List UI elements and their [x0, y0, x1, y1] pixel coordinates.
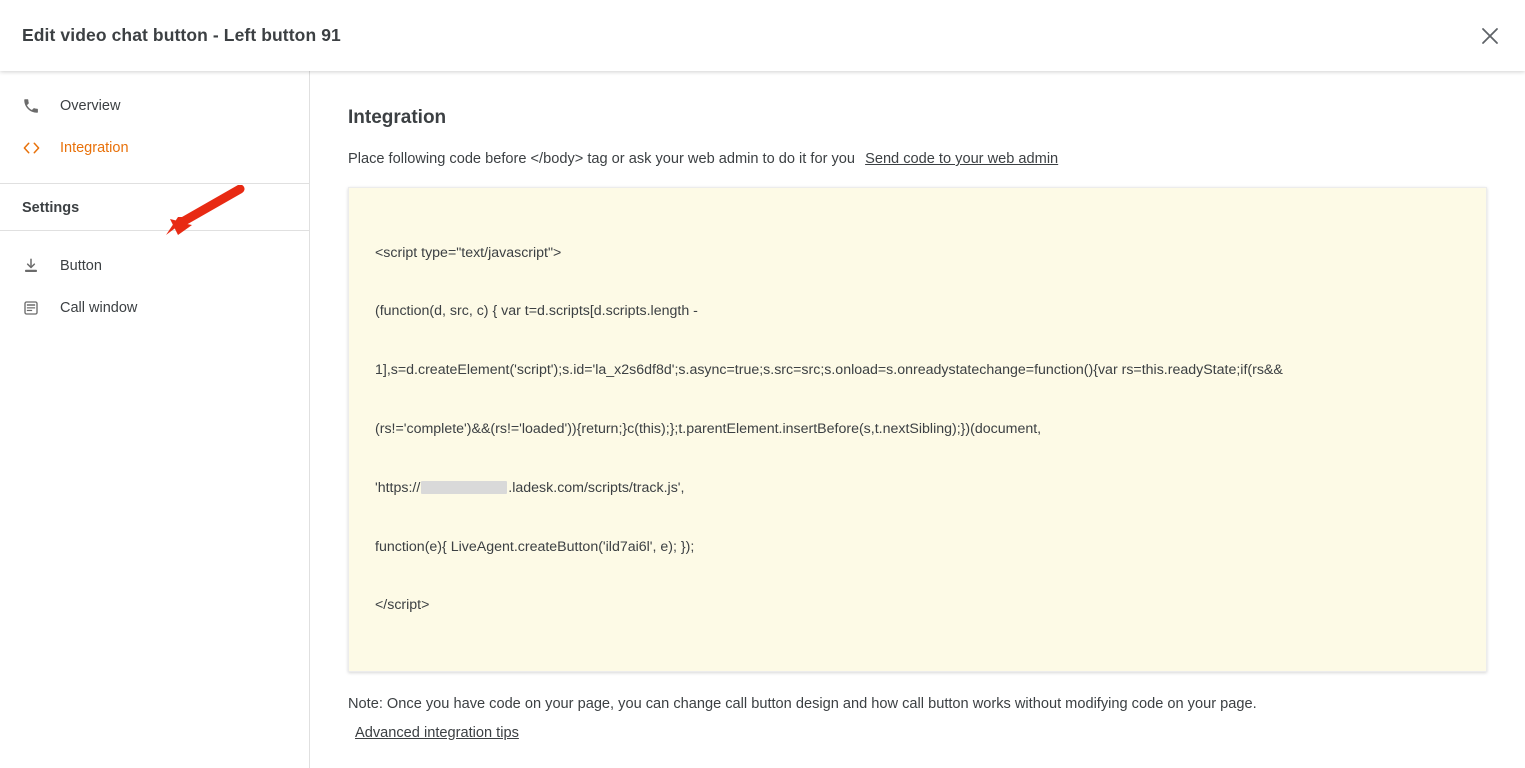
- sidebar-top-group: [0, 85, 309, 169]
- content-panel: [310, 71, 1525, 768]
- button-download-icon: [22, 257, 50, 275]
- code-line-5-suffix: .ladesk.com/scripts/track.js',: [508, 479, 685, 496]
- call-window-icon: [22, 299, 50, 317]
- sidebar-section-settings: Settings: [22, 200, 80, 216]
- content-title: Integration: [348, 107, 447, 128]
- code-line-3: 1],s=d.createElement('script');s.id='la_x2s6df8d';s.async=true;s.src=src;s.onload=s.onreadystatechange=function(){var rs=this.readyState;if(rs&&: [375, 362, 1283, 379]
- intro-line: [348, 149, 1487, 169]
- integration-code-box[interactable]: [348, 187, 1487, 672]
- code-line-5-prefix: 'https://: [375, 479, 421, 496]
- sidebar-item-integration[interactable]: [0, 127, 309, 169]
- code-line-1: <script type="text/javascript">: [375, 244, 562, 261]
- dialog-header: [0, 0, 1525, 71]
- advanced-integration-tips-link[interactable]: Advanced integration tips: [355, 724, 519, 741]
- code-line-6: function(e){ LiveAgent.createButton('ild7ai6l', e); });: [375, 538, 695, 555]
- send-code-to-web-admin-link[interactable]: Send code to your web admin: [865, 151, 1059, 167]
- sidebar-item-call-window-label: Call window: [60, 300, 138, 316]
- phone-icon: [22, 97, 50, 115]
- code-line-2: (function(d, src, c) { var t=d.scripts[d.scripts.length -: [375, 303, 698, 320]
- sidebar-item-integration-label: Integration: [60, 140, 129, 156]
- sidebar-item-overview-label: Overview: [60, 98, 121, 114]
- redacted-account-name: [421, 481, 507, 494]
- close-icon[interactable]: [1473, 19, 1507, 53]
- code-brackets-icon: [22, 140, 50, 156]
- sidebar-item-button-label: Button: [60, 258, 102, 274]
- sidebar-item-call-window[interactable]: [0, 287, 309, 329]
- sidebar: [0, 71, 310, 768]
- sidebar-lower-group: [0, 231, 309, 329]
- page-title: Edit video chat button - Left button 91: [22, 25, 341, 45]
- intro-text: Place following code before </body> tag or ask your web admin to do it for you: [348, 151, 856, 167]
- sidebar-item-overview[interactable]: [0, 85, 309, 127]
- code-line-4: (rs!='complete')&&(rs!='loaded')){return;}c(this);};t.parentElement.insertBefore(s,t.nextSibling);})(document,: [375, 420, 1042, 437]
- code-line-7: </script>: [375, 597, 430, 614]
- code-line-5: [375, 479, 1460, 499]
- integration-note: Note: Once you have code on your page, you can change call button design and how call button works without modifying code on your page.: [348, 696, 1257, 713]
- sidebar-item-button[interactable]: [0, 245, 309, 287]
- dialog-body: [0, 71, 1525, 768]
